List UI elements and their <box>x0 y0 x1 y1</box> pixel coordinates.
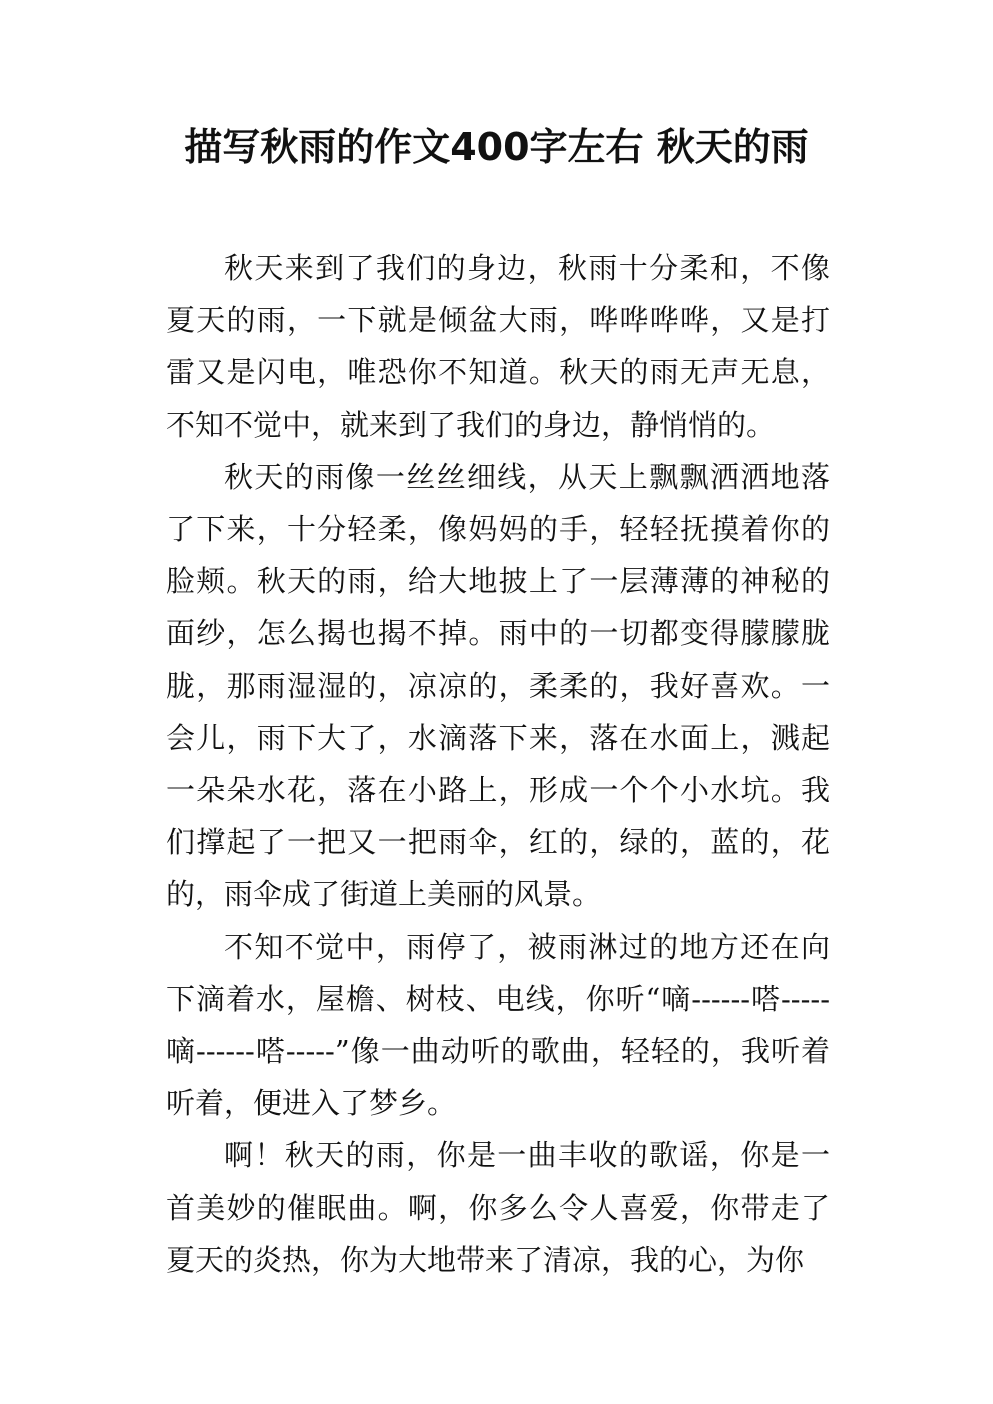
paragraph-4: 啊！秋天的雨，你是一曲丰收的歌谣，你是一首美妙的催眠曲。啊，你多么令人喜爱，你带走了夏天的炎热，你为大地带来了清凉，我的心，为你 <box>166 1138 830 1277</box>
document-title: 描写秋雨的作文400字左右 秋天的雨 <box>184 125 809 169</box>
paragraph-2: 秋天的雨像一丝丝细线，从天上飘飘洒洒地落了下来，十分轻柔，像妈妈的手，轻轻抚摸着你的脸颊。秋天的雨，给大地披上了一层薄薄的神秘的面纱，怎么揭也揭不掉。雨中的一切都变得朦朦胧胧，那雨湿湿的，凉凉的，柔柔的，我好喜欢。一会儿，雨下大了，水滴落下来，落在水面上，溅起一朵朵水花，落在小路上，形成一个个小水坑。我们撑起了一把又一把雨伞，红的，绿的，蓝的，花的，雨伞成了街道上美丽的风景。 <box>166 459 830 912</box>
document-body <box>166 242 830 1286</box>
paragraph-3: 不知不觉中，雨停了，被雨淋过的地方还在向下滴着水，屋檐、树枝、电线，你听“嘀------嗒-----嘀------嗒-----”像一曲动听的歌曲，轻轻的，我听着听着，便进入了梦乡。 <box>166 929 830 1121</box>
paragraph-1: 秋天来到了我们的身边，秋雨十分柔和，不像夏天的雨，一下就是倾盆大雨，哗哗哗哗，又是打雷又是闪电，唯恐你不知道。秋天的雨无声无息，不知不觉中，就来到了我们的身边，静悄悄的。 <box>166 251 830 442</box>
